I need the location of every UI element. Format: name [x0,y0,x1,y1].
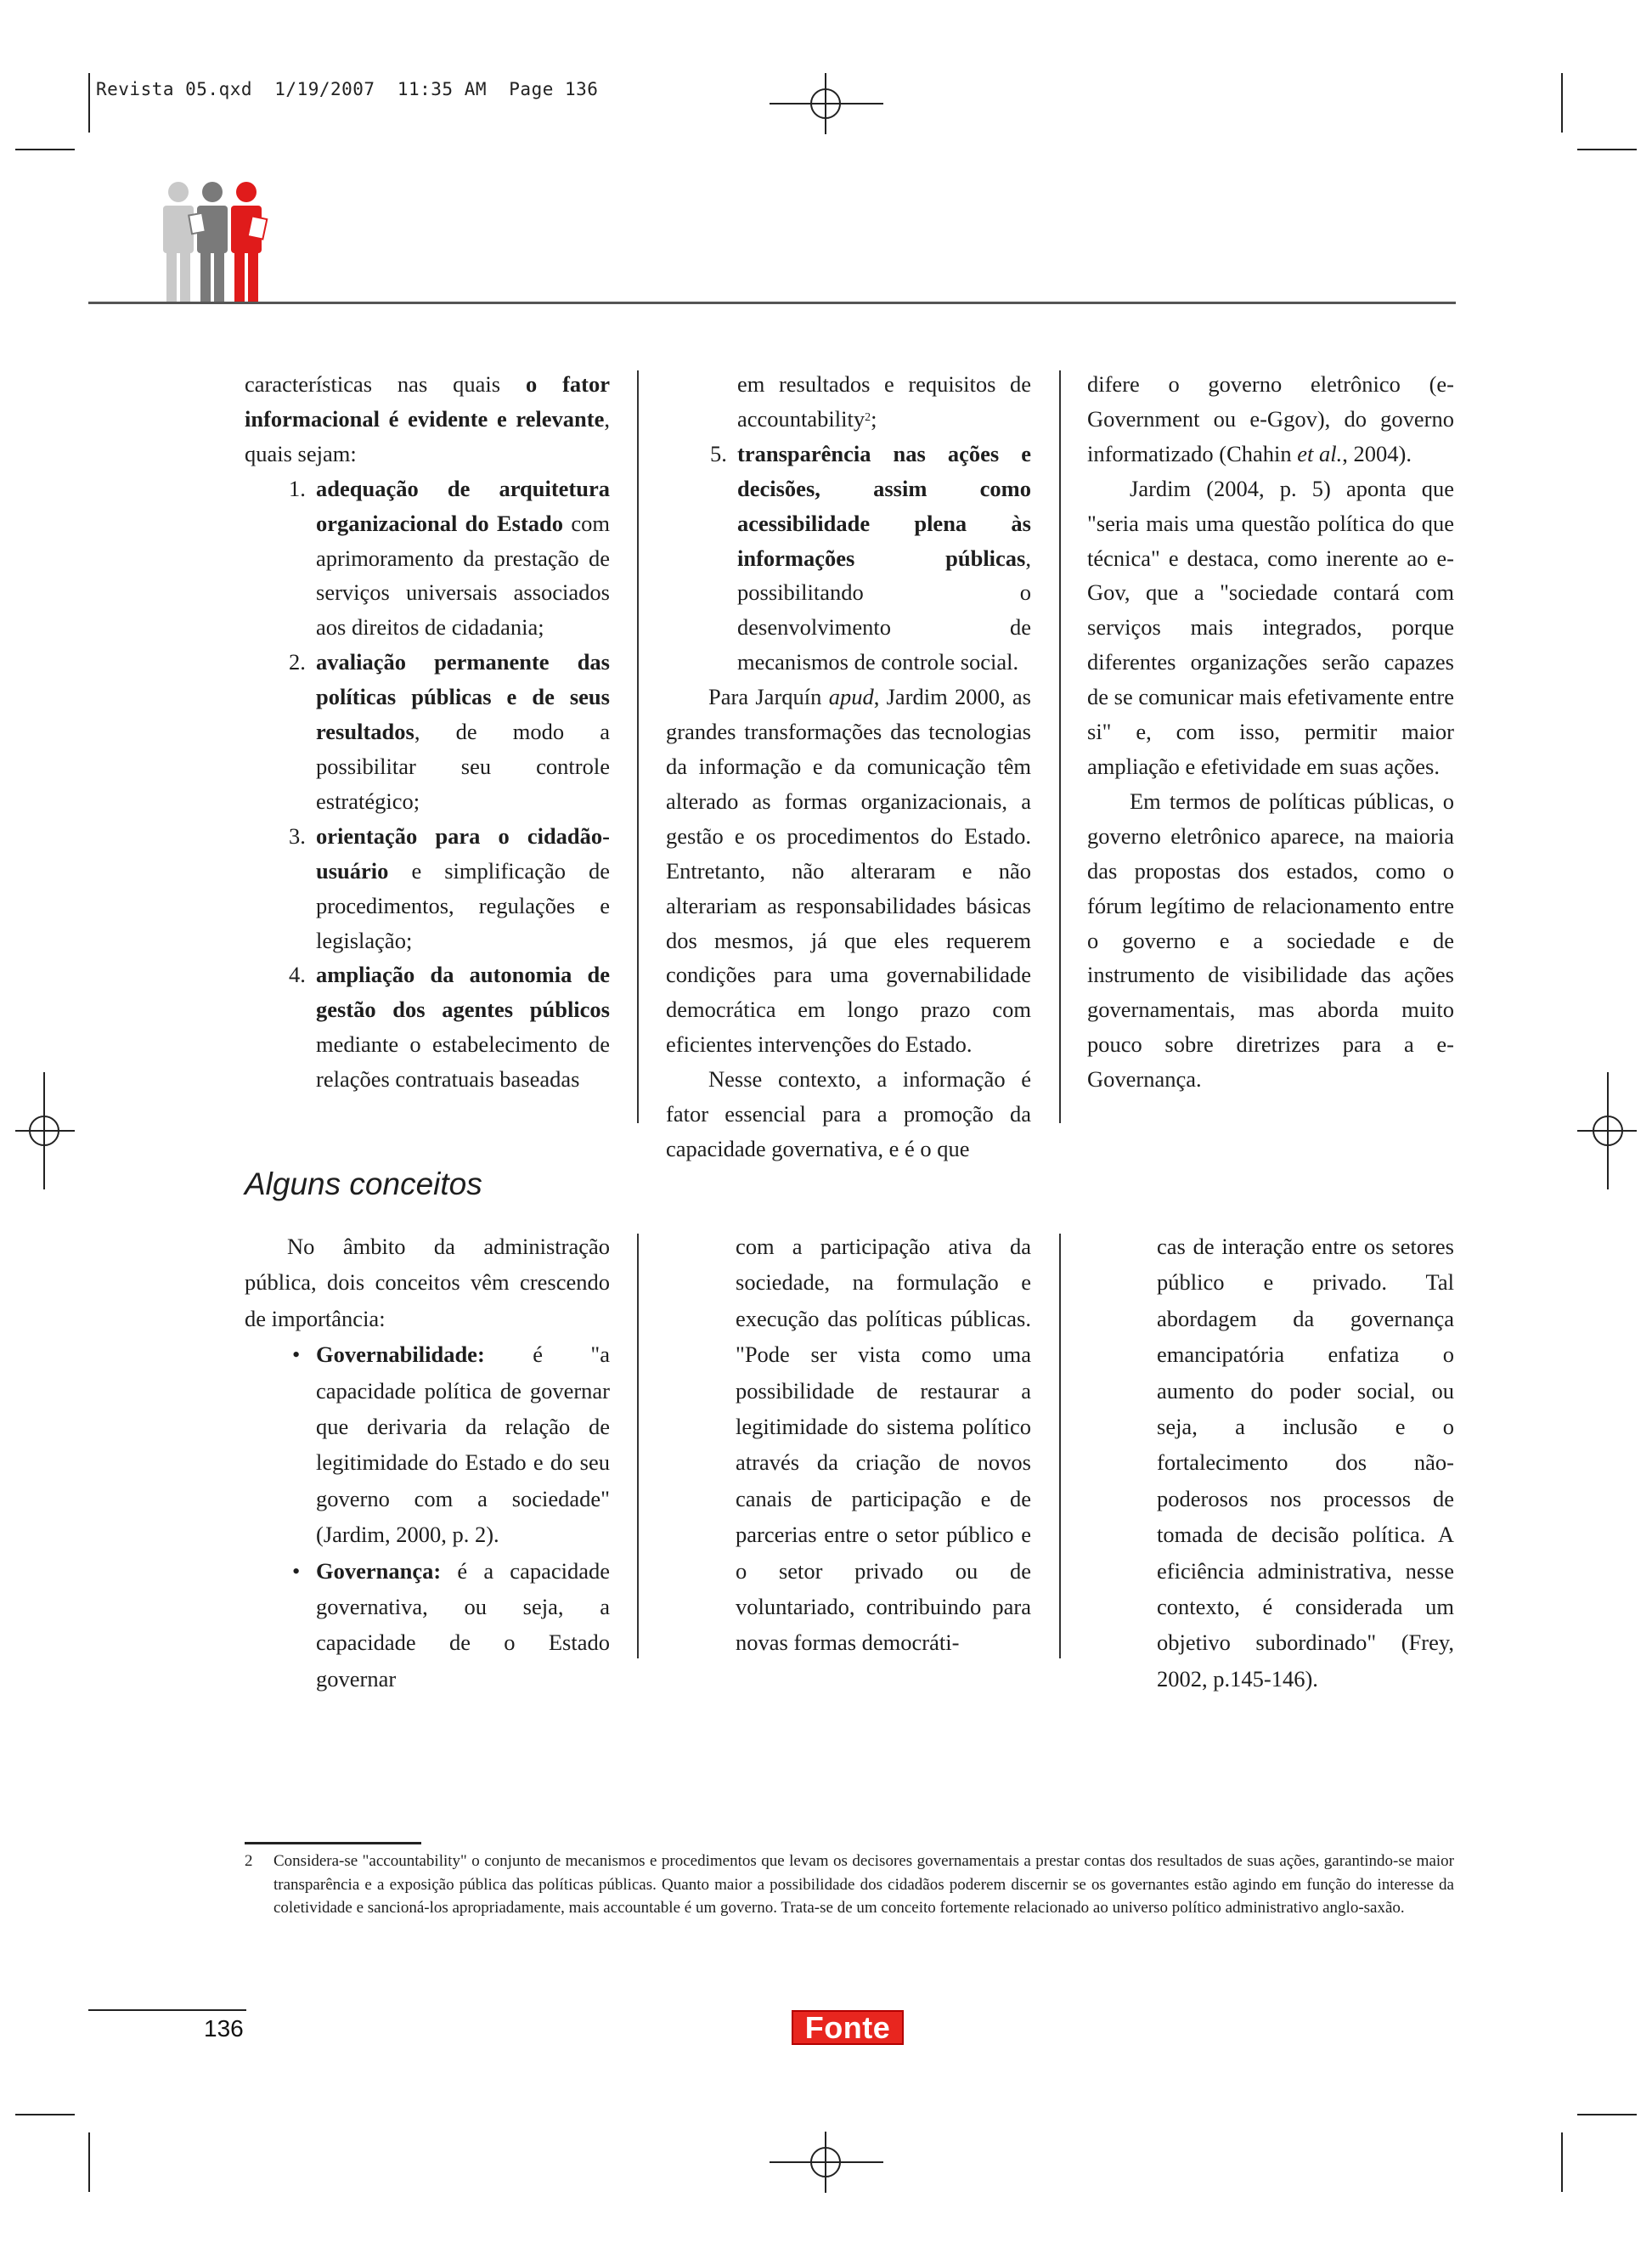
column-2 [666,367,1031,1166]
paragraph: Nesse contexto, a informação é fator essencial para a promoção da capacidade governativa, e é o que [666,1066,1031,1161]
column-6 [1157,1229,1454,1697]
section-title: Alguns conceitos [245,1166,482,1201]
paragraph: com a participação ativa da sociedade, na formulação e execução das políticas públicas. "Pode ser vista como uma possibilidade de restaurar a legitimidade do sistema político através da criação de novos canais de participação e de parcerias entre o setor público e o setor privado ou de voluntariado, contribuindo para novas formas democráti- [736,1234,1031,1656]
bullet-item: • Governança: é a capacidade governativa, ou seja, a capacidade de o Estado governar [292,1557,610,1692]
printer-slug: Revista 05.qxd 1/19/2007 11:35 AM Page 136 [96,79,599,99]
people-figures-logo [158,180,285,308]
list-item: 1. adequação de arquitetura organizacional do Estado com aprimoramento da prestação de serviços universais associados aos direitos de cidadania; [289,475,610,641]
footer-rule [88,2009,246,2011]
list-item: 3. orientação para o cidadão-usuário e simplificação de procedimentos, regulações e legislação; [289,822,610,953]
list-item-continuation: em resultados e requisitos de accountability$^2$; [737,371,1031,432]
paragraph: cas de interação entre os setores público e privado. Tal abordagem da governança emancipatória enfatiza o aumento do poder social, ou seja, a inclusão e o fortalecimento dos não-poderosos nos processos de tomada de decisão política. A eficiência administrativa, nesse contexto, é considerada um objetivo subordinado" (Frey, 2002, p.145-146). [1157,1234,1454,1692]
column-4 [245,1229,610,1697]
column-rule [1059,370,1061,1123]
paragraph: No âmbito da administração pública, dois conceitos vêm crescendo de importância: [245,1234,610,1331]
column-3 [1087,367,1454,1097]
paragraph: Para Jarquín apud, Jardim 2000, as grandes transformações das tecnologias da informação e da comunicação têm alterado as formas organizacionais, a gestão e os procedimentos do Estado. Entretanto, não alteraram e não alterariam as responsabilidades básicas dos mesmos, já que eles requerem condições para uma governabilidade democrática em longo prazo com eficientes intervenções do Estado. [666,684,1031,1058]
column-rule [637,370,639,1123]
header-rule [88,302,1456,304]
paragraph: Em termos de políticas públicas, o governo eletrônico aparece, na maioria das propostas dos estados, como o fórum legítimo de relacionamento entre o governo e a sociedade e de instrumento de visibilidade das ações governamentais, mas aborda muito pouco sobre diretrizes para a e-Governança. [1087,788,1454,1093]
list-item: 2. avaliação permanente das políticas públicas e de seus resultados, de modo a possibilitar seu controle estratégico; [289,649,610,814]
column-5 [736,1229,1031,1661]
list-item: 4. ampliação da autonomia de gestão dos agentes públicos mediante o estabelecimento de relações contratuais baseadas [289,962,610,1093]
column-rule [637,1234,639,1658]
bullet-item: • Governabilidade: é "a capacidade política de governar que derivaria da relação de legitimidade do Estado e do seu governo com a sociedade" (Jardim, 2000, p. 2). [292,1341,610,1548]
list-item: 5. transparência nas ações e decisões, assim como acessibilidade plena às informações públicas, possibilitando o desenvolvimento de mecanismos de controle social. [710,440,1031,675]
page-number: 136 [204,2015,244,2042]
column-1: características nas quais o fator informacional é evidente e relevante, quais sejam: 1. adequação de arquitetura organizacional do Estado com aprimoramento da prestação de serviços universais associados aos direitos de cidadania; 2. avaliação permanente das políticas públicas e de seus resultados, de modo a possibilitar seu controle estratégico; 3. orientação para o cidadão-usuário e simplificação de procedimentos, regulações e legislação; 4. ampliação da autonomia de gestão dos agentes públicos mediante o estabelecimento de relações contratuais baseadas [245,367,610,1097]
footnote-rule [245,1842,421,1844]
column-rule [1059,1234,1061,1658]
footnote: 2 Considera-se "accountability" o conjunto de mecanismos e procedimentos que levam os decisores governamentais a prestar contas dos resultados de suas ações, garantindo-se maior transparência e a exposição pública das políticas públicas. Quanto maior a possibilidade dos cidadãos poderem discernir se os governantes estão agindo em função do interesse da coletividade e sancioná-los apropriadamente, mais accountable é um governo. Trata-se de um conceito fortemente relacionado ao universo político administrativo anglo-saxão. [245,1852,1454,1917]
paragraph: Jardim (2004, p. 5) aponta que "seria mais uma questão política do que técnica" e destaca, como inerente ao e-Gov, que a "sociedade contará com serviços mais integrados, porque diferentes organizações serão capazes de se comunicar mais efetivamente entre si" e, com isso, permitir maior ampliação e efetividade em suas ações. [1087,475,1454,779]
fonte-logo: Fonte [792,2010,904,2045]
paragraph: difere o governo eletrônico (e-Government ou e-Ggov), do governo informatizado (Chahin et al., 2004). [1087,371,1454,466]
